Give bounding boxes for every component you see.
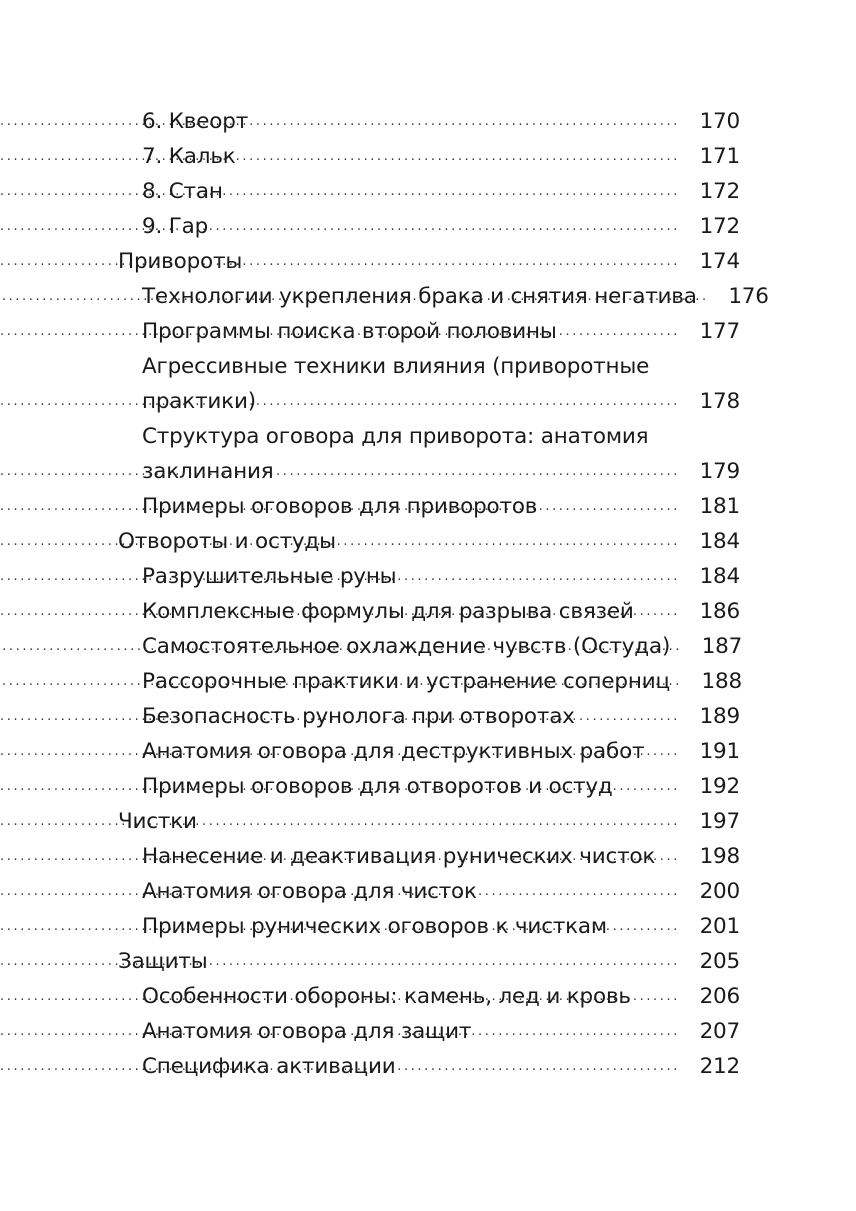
toc-entry-title: Специфика активации bbox=[142, 1054, 396, 1079]
toc-page-number: 184 bbox=[699, 529, 740, 554]
toc-page-number: 189 bbox=[699, 704, 740, 729]
toc-subsection[interactable] bbox=[118, 174, 740, 209]
toc-entry-title: Нанесение и деактивация рунических чисток bbox=[142, 844, 656, 869]
dot-leader bbox=[348, 524, 680, 559]
toc-entry-title: Анатомия оговора для чисток bbox=[142, 879, 477, 904]
toc-subsection[interactable] bbox=[118, 909, 740, 944]
toc-entry-title: Анатомия оговора для защит bbox=[142, 1019, 472, 1044]
toc-subsection[interactable] bbox=[118, 419, 740, 454]
dot-leader bbox=[408, 559, 680, 594]
toc-page-number: 170 bbox=[699, 109, 740, 134]
toc-section[interactable] bbox=[118, 944, 740, 979]
toc-entry-title: Рассорочные практики и устранение соперниц bbox=[142, 669, 670, 694]
toc-page-number: 177 bbox=[699, 319, 740, 344]
toc-entry-title: Агрессивные техники влияния (приворотные bbox=[142, 354, 650, 379]
toc-entry-title: заклинания bbox=[142, 459, 274, 484]
dot-leader bbox=[268, 384, 680, 419]
toc-page-number: 188 bbox=[701, 669, 742, 694]
toc-page-number: 187 bbox=[701, 634, 743, 659]
toc-entry-title: Примеры рунических оговоров к чисткам bbox=[142, 914, 607, 939]
dot-leader bbox=[260, 104, 680, 139]
toc-subsection[interactable] bbox=[118, 104, 740, 139]
toc-subsection[interactable] bbox=[118, 629, 743, 664]
toc-section[interactable] bbox=[118, 244, 740, 279]
toc-entry-title: Отвороты и остуды bbox=[118, 529, 336, 554]
dot-leader bbox=[646, 594, 680, 629]
dot-leader bbox=[235, 174, 680, 209]
toc-entry-title: Защиты bbox=[118, 949, 208, 974]
toc-page-number: 186 bbox=[699, 599, 740, 624]
toc-subsection[interactable] bbox=[118, 769, 740, 804]
toc-entry-title: практики) bbox=[142, 389, 256, 414]
dot-leader bbox=[643, 979, 680, 1014]
dot-leader bbox=[625, 769, 680, 804]
toc-entry-title: Самостоятельное охлаждение чувств (Остуда) bbox=[142, 634, 671, 659]
toc-subsection[interactable] bbox=[118, 454, 740, 489]
toc-page-number: 172 bbox=[699, 179, 740, 204]
toc-entry-title: Особенности обороны: камень, лед и кровь bbox=[142, 984, 631, 1009]
toc-entry-title: 8. Стан bbox=[142, 179, 223, 204]
dot-leader bbox=[209, 804, 680, 839]
toc-subsection[interactable] bbox=[118, 384, 740, 419]
toc-page-number: 212 bbox=[699, 1054, 740, 1079]
toc-subsection[interactable] bbox=[118, 664, 740, 699]
toc-page-number: 171 bbox=[699, 144, 740, 169]
toc-subsection[interactable] bbox=[118, 874, 740, 909]
toc-page-number: 206 bbox=[699, 984, 740, 1009]
toc-entry-title: Программы поиска второй половины bbox=[142, 319, 557, 344]
dot-leader bbox=[483, 1014, 680, 1049]
toc-subsection[interactable] bbox=[118, 349, 740, 384]
toc-entry-title: Чистки bbox=[118, 809, 197, 834]
toc-page-number: 192 bbox=[699, 774, 740, 799]
toc-page-number: 181 bbox=[699, 494, 740, 519]
dot-leader bbox=[248, 139, 680, 174]
toc-page-number: 174 bbox=[699, 249, 740, 274]
toc-page-number: 184 bbox=[699, 564, 740, 589]
toc-section[interactable] bbox=[118, 804, 740, 839]
toc-subsection[interactable] bbox=[118, 209, 740, 244]
dot-leader bbox=[587, 699, 680, 734]
dot-leader bbox=[219, 944, 680, 979]
toc-page-number: 207 bbox=[699, 1019, 740, 1044]
toc-entry-title: Структура оговора для приворота: анатомия bbox=[142, 424, 649, 449]
dot-leader bbox=[220, 209, 680, 244]
toc-page-number: 201 bbox=[699, 914, 740, 939]
toc-subsection[interactable] bbox=[118, 279, 769, 314]
toc-subsection[interactable] bbox=[118, 489, 740, 524]
toc-page-number: 198 bbox=[699, 844, 740, 869]
toc-subsection[interactable] bbox=[118, 139, 740, 174]
dot-leader bbox=[254, 244, 680, 279]
dot-leader bbox=[408, 1049, 680, 1084]
toc-subsection[interactable] bbox=[118, 1049, 740, 1084]
toc-entry-title: Безопасность рунолога при отворотах bbox=[142, 704, 575, 729]
toc-page-number: 179 bbox=[699, 459, 740, 484]
toc-subsection[interactable] bbox=[118, 699, 740, 734]
toc-page-number: 200 bbox=[699, 879, 740, 904]
toc-entry-title: Комплексные формулы для разрыва связей bbox=[142, 599, 634, 624]
dot-leader bbox=[667, 839, 680, 874]
dot-leader bbox=[549, 489, 680, 524]
toc-subsection[interactable] bbox=[118, 1014, 740, 1049]
toc-subsection[interactable] bbox=[118, 979, 740, 1014]
toc-subsection[interactable] bbox=[118, 559, 740, 594]
dot-leader bbox=[489, 874, 680, 909]
toc-entry-title: 9. Гар bbox=[142, 214, 209, 239]
toc-entry-title: Примеры оговоров для отворотов и остуд bbox=[142, 774, 613, 799]
toc-page-number: 191 bbox=[699, 739, 740, 764]
toc-entry-title: 6. Квеорт bbox=[142, 109, 249, 134]
dot-leader bbox=[569, 314, 680, 349]
dot-leader bbox=[656, 734, 680, 769]
toc-section[interactable] bbox=[118, 524, 740, 559]
toc-subsection[interactable] bbox=[118, 734, 740, 769]
toc-page-number: 172 bbox=[699, 214, 740, 239]
toc-entry-title: Анатомия оговора для деструктивных работ bbox=[142, 739, 645, 764]
table-of-contents bbox=[118, 104, 769, 1084]
toc-page-number: 205 bbox=[699, 949, 740, 974]
toc-entry-title: Технологии укрепления брака и снятия негатива bbox=[142, 284, 697, 309]
toc-entry-title: Привороты bbox=[118, 249, 243, 274]
toc-page-number: 178 bbox=[699, 389, 740, 414]
toc-entry-title: 7. Кальк bbox=[142, 144, 236, 169]
toc-entry-title: Примеры оговоров для приворотов bbox=[142, 494, 538, 519]
toc-entry-title: Разрушительные руны bbox=[142, 564, 397, 589]
toc-subsection[interactable] bbox=[118, 594, 740, 629]
toc-subsection[interactable] bbox=[118, 314, 740, 349]
dot-leader bbox=[286, 454, 680, 489]
toc-page-number: 176 bbox=[728, 284, 769, 309]
dot-leader bbox=[619, 909, 680, 944]
toc-page-number: 197 bbox=[699, 809, 740, 834]
toc-subsection[interactable] bbox=[118, 839, 740, 874]
